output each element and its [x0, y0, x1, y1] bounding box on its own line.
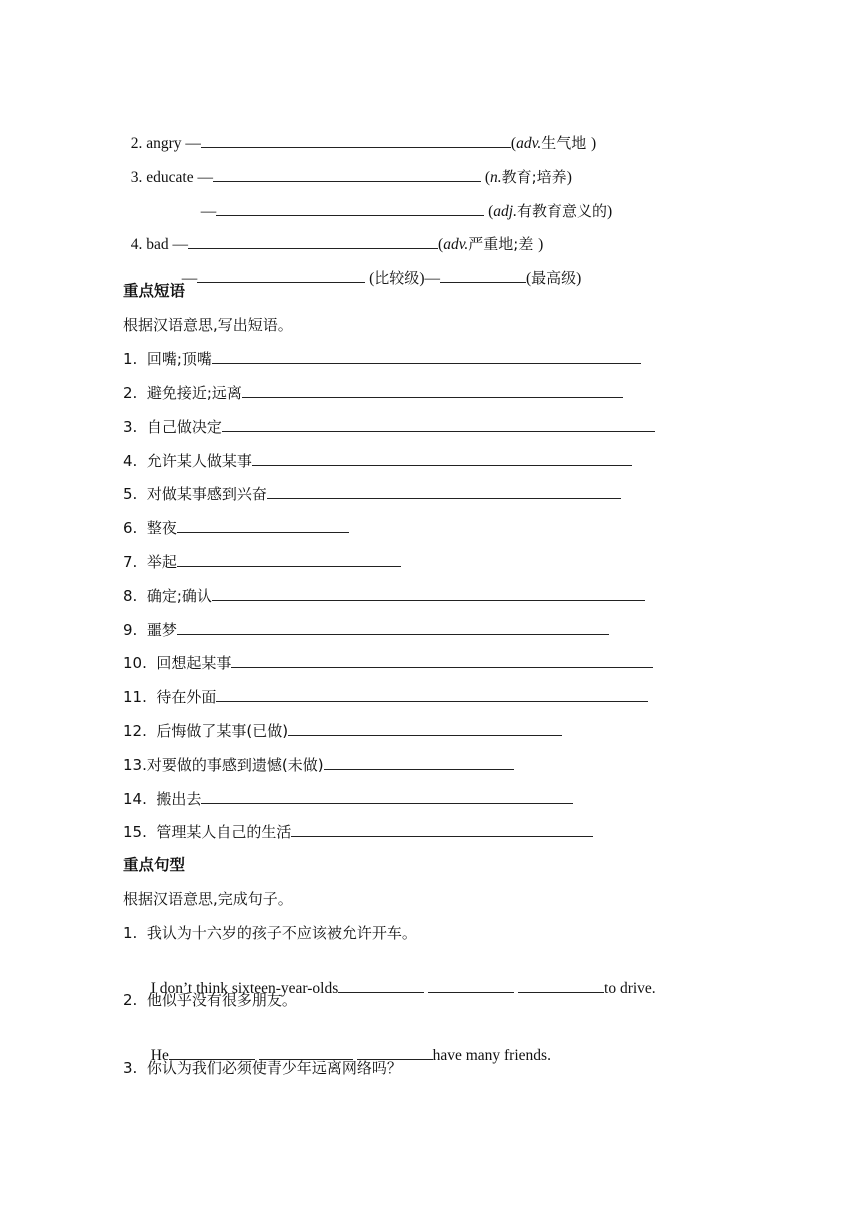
phrase-item-label: 5. 对做某事感到兴奋 — [123, 485, 267, 503]
phrase-item-blank[interactable] — [212, 348, 641, 364]
phrases-instruction: 根据汉语意思,写出短语。 — [123, 316, 293, 334]
phrase-item-blank[interactable] — [201, 788, 573, 804]
phrase-item-label: 4. 允许某人做某事 — [123, 452, 252, 470]
phrase-item-blank[interactable] — [288, 720, 562, 736]
vocab-angry-row: 2. angry — (adv.生气地 ) — [130, 134, 597, 152]
vocab-educate-hint2-pos: adj. — [493, 203, 517, 220]
sentences-instruction: 根据汉语意思,完成句子。 — [123, 890, 293, 908]
phrase-item-label: 2. 避免接近;远离 — [123, 384, 242, 402]
phrase-item-label: 7. 举起 — [123, 553, 177, 571]
sentence-1-start: I don’t think sixteen-year-olds — [150, 980, 339, 997]
vocab-educate-hint1-meaning: 教育;培养 — [501, 168, 567, 186]
vocab-educate-hint1-pos: n. — [490, 169, 502, 186]
phrase-item-label: 11. 待在外面 — [123, 688, 217, 706]
vocab-educate-row-1: 3. educate — (n.教育;培养) — [130, 168, 572, 186]
phrase-item-6 — [123, 517, 349, 538]
phrase-item-blank[interactable] — [324, 754, 514, 770]
phrase-item-8 — [123, 585, 645, 606]
sentence-1-blank-1[interactable] — [338, 977, 424, 993]
vocab-bad-dash-1: — — [181, 270, 198, 287]
sentence-1-end: to drive. — [604, 980, 656, 997]
phrase-item-label: 3. 自己做决定 — [123, 418, 222, 436]
phrase-item-label: 13.对要做的事感到遗憾(未做) — [123, 756, 324, 774]
phrase-item-10 — [123, 652, 653, 673]
phrase-item-1 — [123, 348, 641, 369]
phrases-heading: 重点短语 — [123, 282, 186, 300]
vocab-bad-comparative: 比较级 — [374, 269, 420, 287]
vocab-educate-dash: — — [200, 203, 217, 220]
vocab-educate-word: 3. educate — — [130, 169, 213, 186]
vocab-educate-hint2-meaning: 有教育意义的 — [516, 202, 607, 220]
phrase-item-label: 1. 回嘴;顶嘴 — [123, 350, 212, 368]
phrase-item-blank[interactable] — [242, 382, 623, 398]
sentence-1-blank-2[interactable] — [428, 977, 514, 993]
sentence-2-end: have many friends. — [432, 1047, 551, 1064]
vocab-bad-superlative: 最高级 — [531, 269, 577, 287]
phrase-item-blank[interactable] — [212, 585, 645, 601]
sentence-3-prompt: 3. 你认为我们必须使青少年远离网络吗？ — [123, 1059, 402, 1077]
vocab-bad-row-1: 4. bad — (adv.严重地;差 ) — [130, 235, 544, 253]
vocab-bad-hint-meaning: 严重地;差 — [468, 235, 539, 253]
phrase-item-blank[interactable] — [267, 483, 621, 499]
phrase-item-blank[interactable] — [177, 551, 401, 567]
phrase-item-3 — [123, 416, 655, 437]
phrase-item-label: 15. 管理某人自己的生活 — [123, 823, 292, 841]
vocab-bad-blank-3[interactable] — [440, 267, 526, 283]
phrase-item-7 — [123, 551, 401, 572]
sentence-1-blank-3[interactable] — [518, 977, 604, 993]
phrase-item-blank[interactable] — [291, 821, 593, 837]
phrase-item-label: 8. 确定;确认 — [123, 587, 212, 605]
phrase-item-14 — [123, 788, 573, 809]
vocab-bad-row-2: — (比较级)— (最高级) — [181, 269, 582, 287]
phrase-item-11 — [123, 686, 648, 707]
sentence-2-prompt: 2. 他似乎没有很多朋友。 — [123, 991, 297, 1009]
phrase-item-2 — [123, 382, 623, 403]
phrase-item-blank[interactable] — [252, 450, 632, 466]
sentences-heading: 重点句型 — [123, 856, 186, 874]
vocab-angry-hint-meaning: 生气地 — [541, 134, 591, 152]
phrase-item-blank[interactable] — [216, 686, 648, 702]
vocab-angry-word: 2. angry — — [130, 135, 201, 152]
vocab-angry-hint-pos: adv. — [516, 135, 542, 152]
phrase-item-label: 6. 整夜 — [123, 519, 177, 537]
vocab-bad-blank-2[interactable] — [197, 267, 365, 283]
phrase-item-label: 9. 噩梦 — [123, 621, 177, 639]
phrase-item-15 — [123, 821, 593, 842]
vocab-bad-hint-pos: adv. — [443, 236, 469, 253]
phrase-item-label: 12. 后悔做了某事(已做) — [123, 722, 289, 740]
vocab-educate-row-2: — (adj.有教育意义的) — [200, 202, 613, 220]
phrase-item-label: 14. 搬出去 — [123, 790, 202, 808]
vocab-bad-word: 4. bad — — [130, 236, 189, 253]
phrase-item-4 — [123, 450, 632, 471]
phrase-item-9 — [123, 619, 609, 640]
phrase-item-blank[interactable] — [222, 416, 655, 432]
phrase-item-label: 10. 回想起某事 — [123, 654, 232, 672]
phrase-item-blank[interactable] — [231, 652, 653, 668]
phrase-item-blank[interactable] — [177, 517, 349, 533]
sentence-1-prompt: 1. 我认为十六岁的孩子不应该被允许开车。 — [123, 924, 417, 942]
phrase-item-5 — [123, 483, 621, 504]
sentence-2-start: He — [150, 1047, 169, 1064]
phrase-item-blank[interactable] — [177, 619, 609, 635]
phrase-item-12 — [123, 720, 562, 741]
phrase-item-13 — [123, 754, 514, 775]
